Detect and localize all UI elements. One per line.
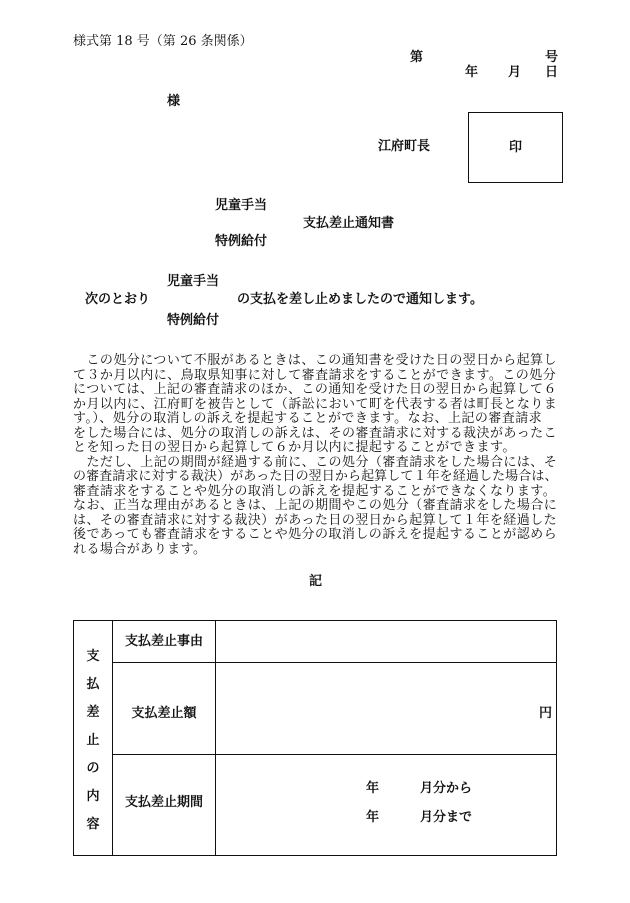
date-day-label: 日	[545, 65, 559, 80]
instruction-line: ただし、上記の期間が経過する前に、この処分（審査請求をした場合には、そ	[86, 454, 558, 470]
details-table	[73, 620, 557, 856]
period-label-cell	[112, 754, 215, 855]
instruction-line: とを知った日の翌日から起算して６か月以内に提起することができます。	[73, 440, 516, 455]
details-section-cell	[74, 621, 112, 855]
period-to-year-label: 年	[366, 810, 380, 825]
instruction-line: の審査請求に対する裁決）があった日の翌日から起算して１年を経過した場合は、	[73, 469, 558, 484]
period-from-year-label: 年	[366, 781, 380, 796]
period-to-month-label: 月分まで	[420, 810, 473, 825]
instruction-line: す。）、処分の取消しの訴えを提起することができます。なお、上記の審査請求	[73, 411, 543, 426]
document-number-prefix: 第	[410, 50, 424, 65]
title-allowance-option-lower: 特例給付	[215, 234, 268, 249]
date-year-label: 年	[465, 65, 479, 80]
notice-lead: 次のとおり	[85, 292, 151, 307]
title-allowance-option-upper: 児童手当	[215, 198, 268, 213]
amount-unit: 円	[539, 706, 553, 721]
amount-label: 支払差止額	[131, 706, 197, 721]
instruction-line: 審査請求をすることや処分の取消しの訴えを提起することができなくなります。	[73, 483, 557, 499]
instruction-line: は、その審査請求に対する裁決）があった日の翌日から起算して１年を経過した	[73, 512, 558, 528]
instruction-line: をした場合には、処分の取消しの訴えは、その審査請求に対する裁決があったこ	[73, 425, 558, 441]
document-title: 支払差止通知書	[303, 216, 395, 231]
instruction-line: 後であっても審査請求をすることや処分の取消しの訴えを提起することが認めら	[73, 527, 558, 542]
document-number-suffix: 号	[545, 50, 559, 65]
record-heading: 記	[309, 574, 323, 589]
reason-label-cell	[112, 621, 215, 662]
reason-value-cell	[215, 621, 556, 662]
instruction-line: なお、正当な理由があるときは、上記の期間やこの処分（審査請求をした場合に	[73, 498, 558, 513]
addressee-honorific: 様	[167, 94, 181, 109]
period-label: 支払差止期間	[124, 795, 203, 810]
seal-label: 印	[508, 139, 522, 155]
instruction-line: れる場合があります。	[73, 541, 207, 557]
issuer-name: 江府町長	[378, 139, 431, 154]
instruction-line: か月以内に、江府町を被告として（訴訟において町を代表する者は町長となりま	[73, 396, 558, 412]
instruction-line: て３か月以内に、鳥取県知事に対して審査請求をすることができます。この処分	[73, 367, 557, 383]
notice-allowance-option-lower: 特例給付	[167, 313, 220, 328]
amount-label-cell	[112, 662, 215, 754]
period-value-cell	[215, 754, 556, 855]
amount-value-cell	[215, 662, 556, 754]
notice-allowance-option-upper: 児童手当	[167, 274, 220, 289]
seal-box	[468, 112, 563, 183]
notice-statement: の支払を差し止めましたので通知します。	[237, 292, 483, 307]
instruction-line: この処分について不服があるときは、この通知書を受けた日の翌日から起算し	[86, 353, 557, 368]
form-number: 様式第 18 号（第 26 条関係）	[73, 34, 253, 49]
period-from-month-label: 月分から	[420, 781, 473, 796]
details-section-label: 支払差止の内容	[86, 649, 100, 832]
appeal-instructions	[73, 354, 573, 557]
instruction-line: については、上記の審査請求のほか、この通知を受けた日の翌日から起算して６	[73, 382, 557, 397]
reason-label: 支払差止事由	[124, 633, 203, 649]
date-month-label: 月	[508, 65, 522, 80]
